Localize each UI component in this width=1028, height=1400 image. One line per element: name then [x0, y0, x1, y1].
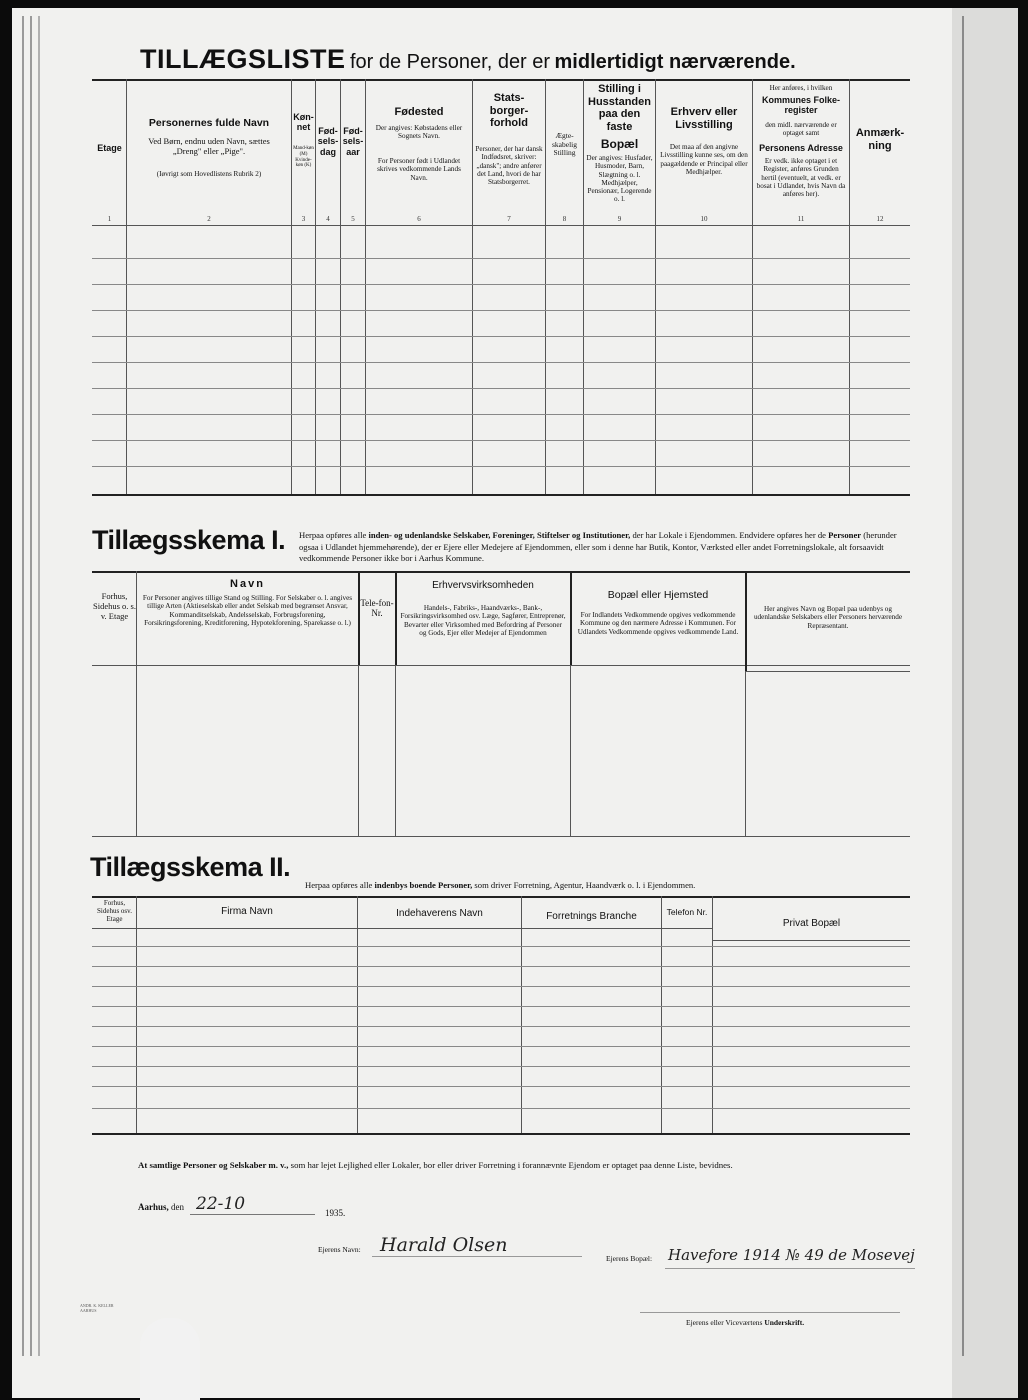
col-number: 1 — [107, 215, 112, 223]
s2-col-telefon: Telefon Nr. — [666, 907, 708, 917]
col-top-kommune: Her anføres, i hvilken — [769, 84, 833, 92]
col-note-kommune-1: den midl. nærværende er optaget samt — [765, 121, 837, 138]
row-rule — [92, 946, 910, 947]
page-edge-line — [30, 16, 32, 1356]
col-header-anmaerkning: Anmærk-ning — [855, 127, 905, 152]
col-rule — [752, 79, 753, 494]
col-note-kommune-2: Er vedk. ikke optaget i et Register, anføres Grunden hertil (eventuelt, at vedk. er bosat i Udlandet, hvis Navn da anføres her). — [756, 157, 846, 199]
signature-line — [640, 1312, 900, 1313]
row-rule — [92, 440, 910, 441]
col-rule — [655, 79, 656, 494]
col-rule — [126, 79, 127, 494]
paper-clip-tab — [140, 1318, 200, 1400]
col-rule — [661, 896, 662, 1133]
s1-col-navn: Navn — [230, 578, 265, 590]
s1-col-erhverv-note: Handels-, Fabriks-, Haandværks-, Bank-, Forsikringsvirksomhed osv. Læge, Sagfører, Entreprenør, Bevarter eller Virksomhed med Befordring af Personer og Gods, Ejer eller Medejer af Ejendommen — [400, 604, 566, 637]
owner-address-underline — [665, 1268, 915, 1269]
col-rule — [136, 571, 137, 836]
signature-caption: Ejerens eller Viceværtens Underskrift. — [686, 1318, 805, 1327]
col-rule — [570, 665, 571, 836]
page-edge-line — [38, 16, 40, 1356]
col-header-kommune: Kommunes Folke-register — [761, 95, 840, 116]
owner-name-underline — [372, 1256, 582, 1257]
s1-col-repraesentant: Her angives Navn og Bopæl paa udenbys og udenlandske Selskabers eller Personers herværende Repræsentant. — [753, 605, 903, 630]
s2-col-branche: Forretnings Branche — [546, 911, 637, 922]
s1-col-bopael: Bopæl eller Hjemsted — [607, 589, 709, 601]
col-header-erhverv: Erhverv eller Livsstilling — [670, 106, 738, 131]
col-number: 3 — [301, 215, 306, 223]
table-border — [92, 79, 910, 81]
s2-col-forhus: Forhus, Sidehus osv. Etage — [97, 899, 132, 924]
col-rule — [745, 571, 747, 671]
col-rule — [521, 896, 522, 1133]
row-rule — [92, 284, 910, 285]
date-line: Aarhus, den — [138, 1202, 185, 1212]
s1-col-forhus: Forhus, Sidehus o. s. v. Etage — [93, 591, 136, 621]
date-handwritten: 22-10 — [196, 1194, 246, 1214]
col-header-adresse: Personens Adresse — [759, 143, 843, 153]
row-rule — [92, 466, 910, 467]
col-header-koen: Køn-net — [293, 112, 314, 133]
adjacent-page-strip — [948, 8, 1018, 1398]
row-rule — [92, 1066, 910, 1067]
row-rule — [92, 336, 910, 337]
col-note-stilling: Der angives: Husfader, Husmoder, Barn, Slægtning o. l. Medhjælper, Pensionær, Logerende o. l. — [586, 154, 653, 204]
col-rule — [849, 79, 850, 494]
col-number: 7 — [507, 215, 511, 223]
s2-col-privat: Privat Bopæl — [782, 918, 841, 929]
table-border — [92, 836, 910, 837]
s1-col-bopael-note: For Indlandets Vedkommende opgives vedkommende Kommune og den nærmere Adresse i Kommunen. For Udlandets Vedkommende opgives vedkommende Land. — [577, 611, 739, 636]
year-text: 1935. — [325, 1208, 346, 1218]
col-rule — [472, 79, 473, 494]
s2-col-firma: Firma Navn — [221, 906, 273, 917]
s1-col-navn-note: For Personer angives tillige Stand og Stilling. For Selskaber o. l. angives tillige Arten (Aktieselskab eller andet Selskab med begrænset Ansvar, Kommanditselskab, Andelsselskab, Forbrugsforening, Forsikringsforening, Kreditforening, Hypotekforening, Sparekasse o. l.) — [142, 594, 353, 627]
col-header-navn: Personernes fulde Navn — [148, 117, 270, 129]
owner-name-handwritten: Harald Olsen — [380, 1234, 508, 1256]
attestation-text: At samtlige Personer og Selskaber m. v., som har lejet Lejlighed eller Lokaler, bor eller driver Forretning i forannævnte Ejendom er optaget paa denne Liste, bevidnes. — [138, 1160, 733, 1170]
row-rule — [92, 1026, 910, 1027]
col-header-stilling: Stilling i Husstanden paa den faste — [588, 83, 651, 133]
header-bottom-rule — [712, 940, 910, 941]
col-rule — [357, 896, 358, 1133]
row-rule — [92, 1046, 910, 1047]
col-note-koen: Mand-køn (M) Kvinde-køn (K) — [293, 146, 314, 169]
s1-col-erhverv: Erhvervsvirksomheden — [432, 580, 534, 591]
col-sub-navn: (Iøvrigt som Hovedlistens Rubrik 2) — [156, 170, 262, 178]
printer-mark: ANDR. K. KELLER AARHUS — [80, 1303, 114, 1314]
table-border — [92, 1133, 910, 1135]
col-number: 10 — [700, 215, 708, 223]
owner-address-label: Ejerens Bopæl: — [606, 1254, 653, 1263]
col-header-aegteskab: Ægte-skabelig Stilling — [552, 131, 577, 158]
row-rule — [92, 414, 910, 415]
col-rule — [291, 79, 292, 494]
row-rule — [92, 986, 910, 987]
skema1-title: Tillægsskema I. — [92, 525, 286, 555]
col-header-foedselsdag: Fød-sels-dag — [317, 126, 339, 157]
col-header-bopael: Bopæl — [600, 137, 639, 151]
col-number: 9 — [617, 215, 622, 223]
table-border — [92, 896, 910, 898]
row-rule — [92, 1086, 910, 1087]
header-bottom-rule — [92, 665, 910, 666]
col-number: 6 — [417, 215, 421, 223]
col-note-statsborger: Personer, der har dansk Indfødsret, skriver: „dansk"; andre anfører det Land, hvori de har Statsborgerret. — [475, 145, 543, 187]
row-rule — [92, 1108, 910, 1109]
page-edge-line — [962, 16, 964, 1356]
skema2-title: Tillægsskema II. — [90, 852, 291, 882]
col-number: 2 — [207, 215, 211, 223]
row-rule — [92, 1006, 910, 1007]
col-rule — [136, 896, 137, 1133]
col-note-navn: Ved Børn, endnu uden Navn, sættes „Dreng" eller „Pige". — [148, 136, 270, 156]
page-title: TILLÆGSLISTE for de Personer, der er midlertidigt nærværende. — [140, 44, 796, 74]
col-rule — [395, 665, 396, 836]
col-note-foedested-1: Der angives: Købstadens eller Sognets Navn. — [375, 124, 463, 141]
col-number: 8 — [562, 215, 567, 223]
date-underline — [190, 1214, 315, 1215]
col-number: 11 — [797, 215, 805, 223]
col-note-foedested-2: For Personer født i Udlandet skrives vedkommende Lands Navn. — [377, 157, 461, 182]
col-rule — [745, 671, 746, 836]
col-rule — [570, 571, 572, 665]
col-note-erhverv: Det maa af den angivne Livsstilling kunne ses, om den paagældende er Principal eller Medhjælper. — [660, 143, 748, 176]
row-rule — [92, 966, 910, 967]
owner-address-handwritten: Havefore 1914 № 49 de Mosevej — [668, 1246, 915, 1264]
col-header-foedselsaar: Fød-sels-aar — [342, 126, 364, 157]
header-bottom-rule — [92, 928, 712, 929]
col-header-etage: Etage — [97, 143, 122, 153]
col-number: 12 — [876, 215, 884, 223]
s2-col-indehaver: Indehaverens Navn — [396, 908, 483, 919]
skema1-intro: Herpaa opføres alle inden- og udenlandske Selskaber, Foreninger, Stiftelser og Institutioner, der har Lokale i Ejendommen. Endvidere opføres her de Personer (herunder ogsaa i Udlandet hjemmehørende), der er Ejere eller Medejere af Ejendommen, eller som i denne har Butik, Kontor, Værksted eller andet Forretningslokale, alt forsaavidt vedkommende Personer ikke bor i Aarhus Kommune. — [299, 530, 897, 564]
table-border — [92, 494, 910, 496]
s1-col-tlf: Tele-fon-Nr. — [360, 598, 394, 619]
table-border — [92, 571, 910, 573]
owner-name-label: Ejerens Navn: — [318, 1245, 361, 1254]
col-rule — [358, 665, 359, 836]
page-edge-line — [22, 16, 24, 1356]
skema2-intro: Herpaa opføres alle indenbys boende Personer, som driver Forretning, Agentur, Haandværk o. l. i Ejendommen. — [305, 880, 696, 890]
col-header-statsborger: Stats-borger-forhold — [489, 92, 529, 130]
col-number: 4 — [326, 215, 330, 223]
row-rule — [92, 362, 910, 363]
col-rule — [745, 671, 910, 672]
row-rule — [92, 258, 910, 259]
header-bottom-rule — [92, 225, 910, 226]
col-number: 5 — [351, 215, 355, 223]
row-rule — [92, 388, 910, 389]
col-rule — [365, 79, 366, 494]
col-header-foedested: Fødested — [394, 106, 444, 118]
col-rule — [712, 896, 713, 1133]
row-rule — [92, 310, 910, 311]
col-rule — [583, 79, 584, 494]
